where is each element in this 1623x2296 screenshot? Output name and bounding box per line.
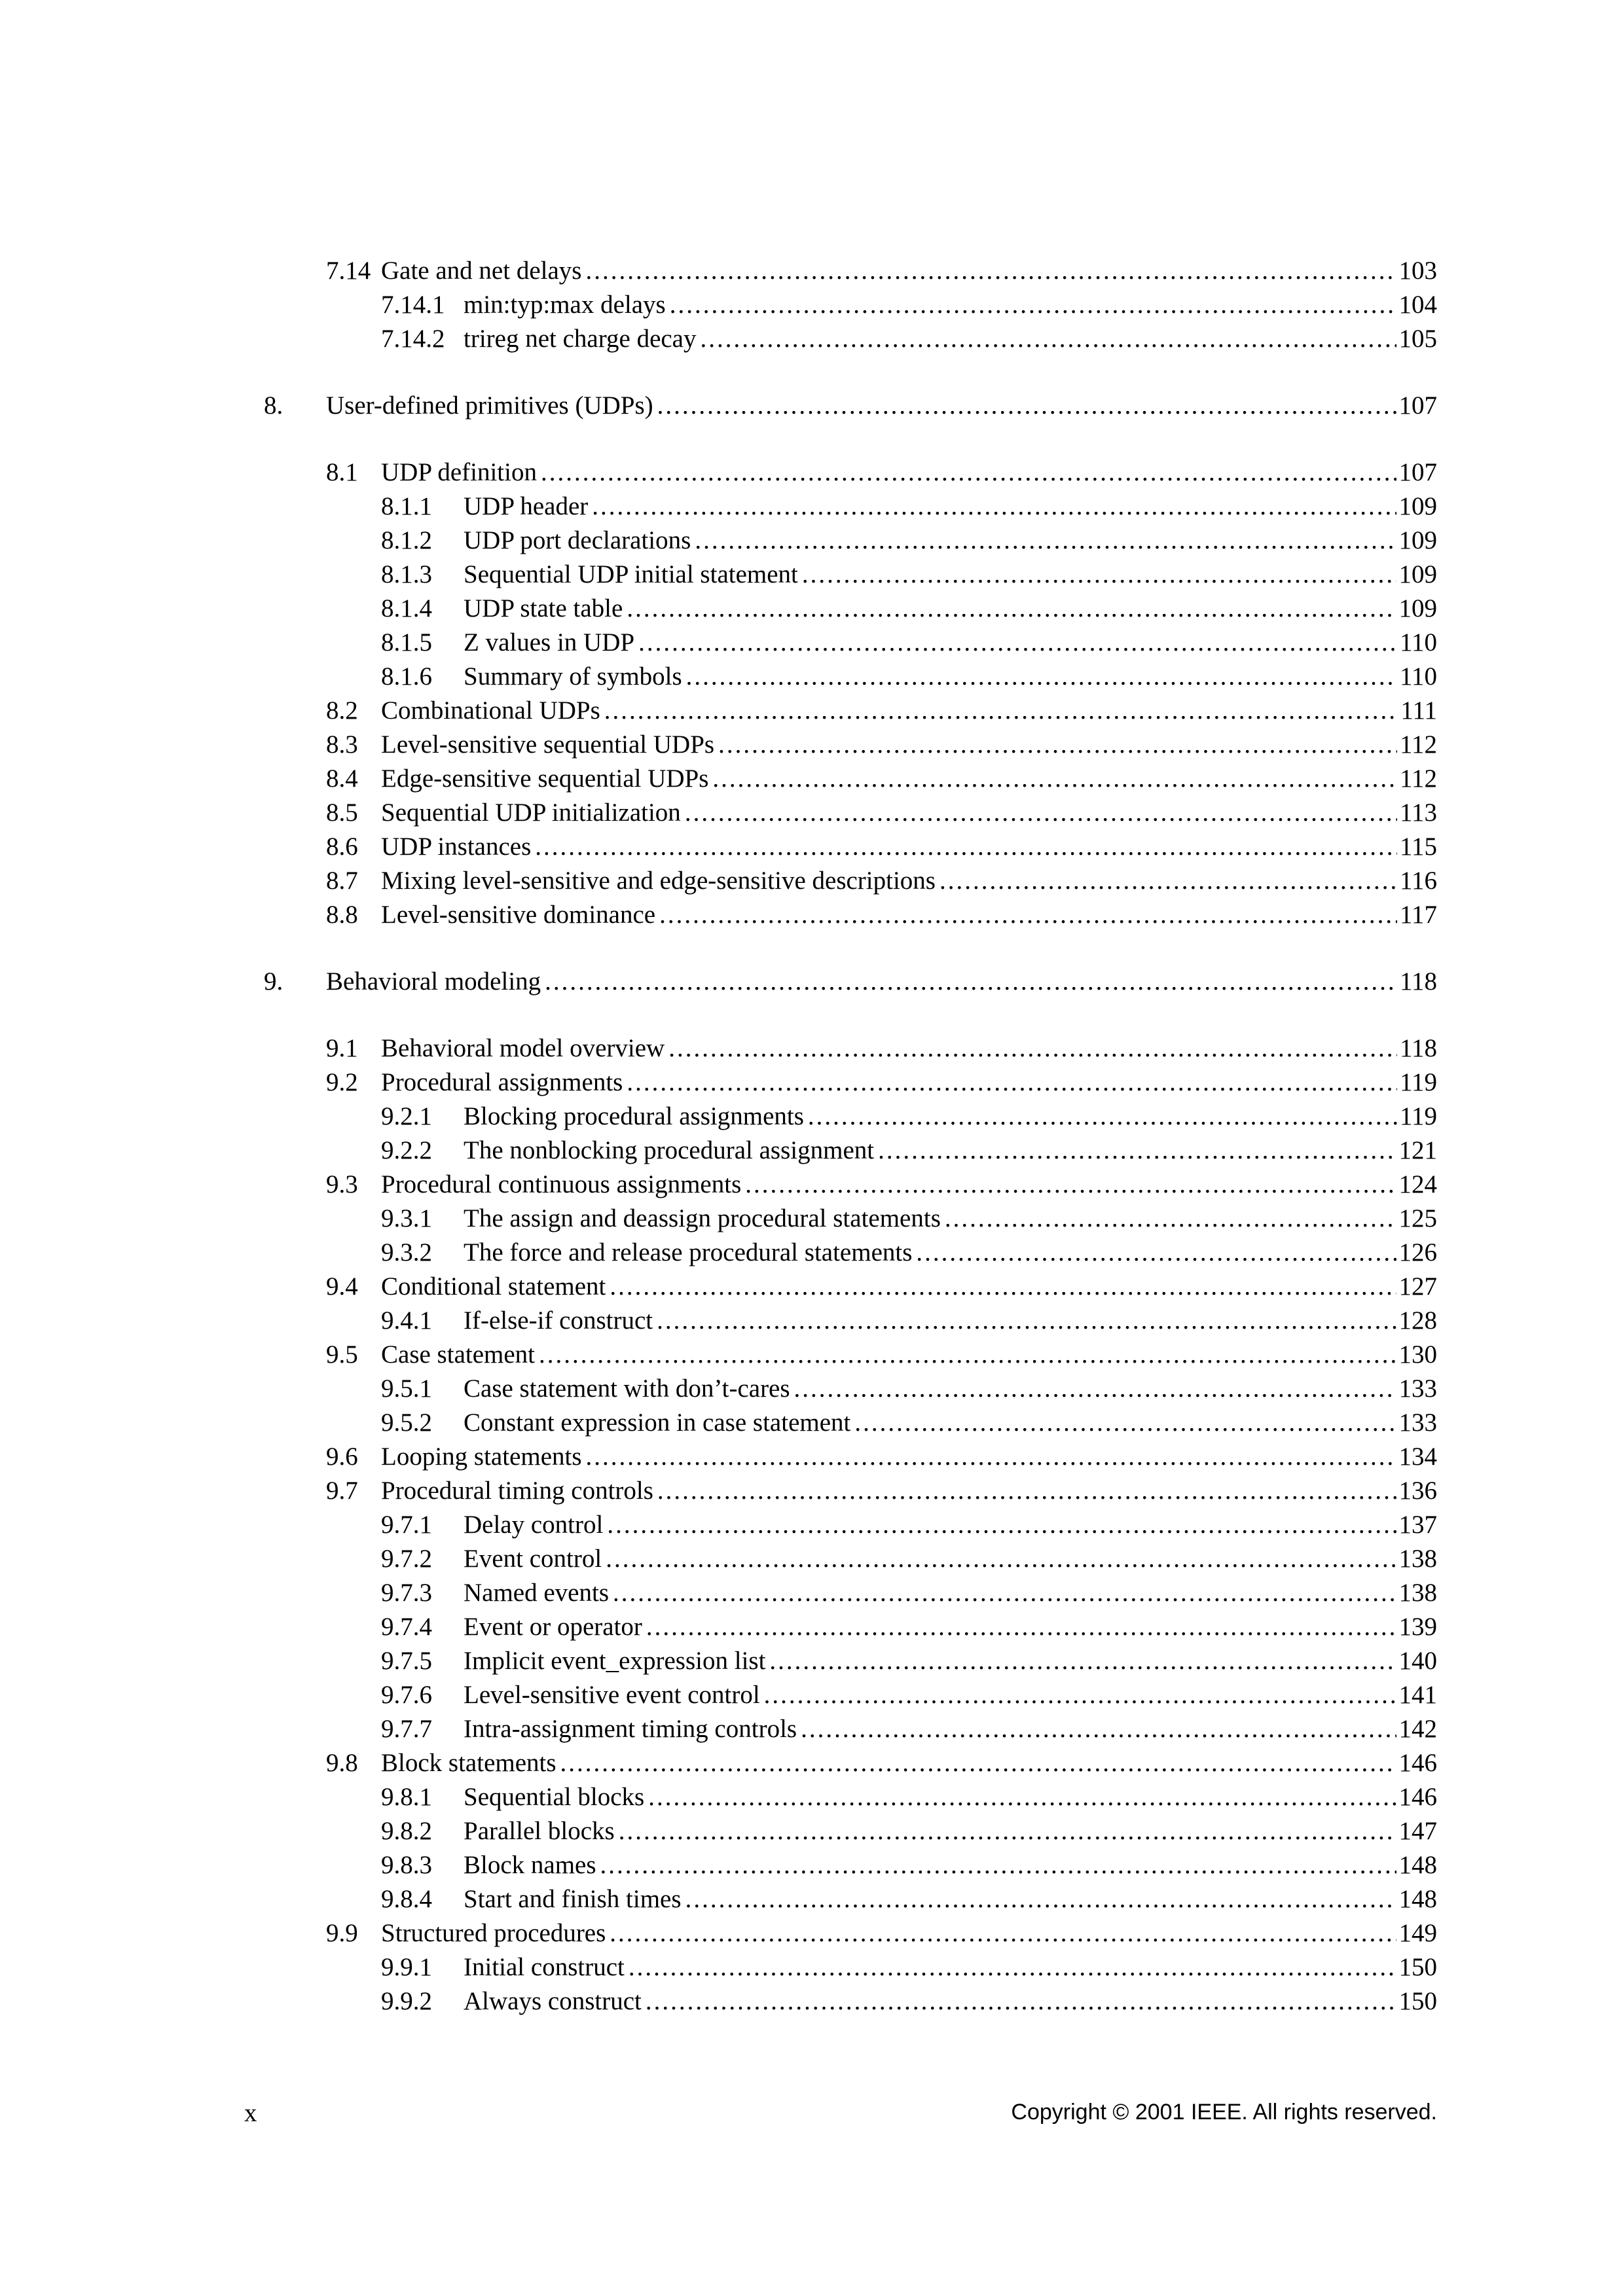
dot-leader [613, 1576, 1396, 1610]
toc-entry-page: 107 [1398, 458, 1437, 486]
toc-entry-number: 9.4 [326, 1272, 358, 1300]
toc-entry[interactable] [381, 1542, 1437, 1576]
dot-leader [646, 1610, 1396, 1644]
toc-entry-number: 8. [264, 391, 283, 420]
toc-entry-number: 8.1.1 [381, 492, 432, 520]
toc-entry-page: 116 [1399, 867, 1437, 895]
toc-entry-number: 9.9 [326, 1919, 358, 1947]
toc-entry[interactable] [326, 254, 1437, 288]
toc-entry[interactable] [381, 592, 1437, 626]
toc-entry[interactable] [381, 660, 1437, 694]
toc-entry-number: 8.1.4 [381, 594, 432, 622]
toc-entry-number: 9.1 [326, 1034, 358, 1062]
toc-entry-page: 109 [1398, 526, 1437, 554]
dot-leader [718, 728, 1397, 762]
toc-entry[interactable] [381, 524, 1437, 558]
toc-entry-page: 136 [1398, 1477, 1437, 1505]
dot-leader [586, 1440, 1396, 1474]
toc-entry-page: 112 [1399, 730, 1437, 759]
dot-leader [592, 490, 1396, 524]
toc-entry-page: 109 [1398, 492, 1437, 520]
dot-leader [764, 1678, 1396, 1712]
toc-entry-page: 127 [1398, 1272, 1437, 1300]
toc-entry-page: 115 [1399, 833, 1437, 861]
toc-entry-title: If-else-if construct [464, 1306, 653, 1335]
toc-entry-title: min:typ:max delays [464, 291, 666, 319]
toc-entry[interactable] [326, 796, 1437, 830]
toc-entry-page: 113 [1399, 798, 1437, 827]
toc-entry-title: Delay control [464, 1511, 604, 1539]
toc-entry-title: Sequential blocks [464, 1783, 645, 1811]
toc-entry-title: UDP header [464, 492, 589, 520]
toc-entry-page: 133 [1398, 1374, 1437, 1403]
dot-leader [545, 965, 1397, 999]
toc-entry[interactable] [381, 1984, 1437, 2018]
toc-entry-page: 133 [1398, 1408, 1437, 1437]
toc-entry[interactable] [326, 1474, 1437, 1508]
toc-entry-title: Combinational UDPs [381, 696, 600, 725]
toc-entry-title: Summary of symbols [464, 662, 682, 691]
toc-entry-number: 7.14 [326, 257, 371, 285]
toc-entry[interactable] [381, 1508, 1437, 1542]
toc-entry[interactable] [381, 1576, 1437, 1610]
toc-entry-page: 148 [1398, 1851, 1437, 1879]
toc-entry-title: Edge-sensitive sequential UDPs [381, 764, 709, 793]
toc-entry-page: 117 [1399, 901, 1437, 929]
toc-entry-number: 9.8.1 [381, 1783, 432, 1811]
toc-entry[interactable] [326, 694, 1437, 728]
toc-entry-number: 7.14.1 [381, 291, 445, 319]
toc-entry[interactable] [326, 1440, 1437, 1474]
toc-entry[interactable] [326, 1031, 1437, 1066]
dot-leader [607, 1508, 1396, 1542]
toc-entry-number: 9.5 [326, 1340, 358, 1369]
toc-entry-page: 142 [1398, 1715, 1437, 1743]
toc-entry-page: 110 [1399, 628, 1437, 656]
dot-leader [610, 1916, 1396, 1950]
dot-leader [712, 762, 1397, 796]
toc-entry-number: 9.8.2 [381, 1817, 432, 1845]
toc-entry-title: Gate and net delays [381, 257, 582, 285]
toc-entry-number: 8.4 [326, 764, 358, 793]
toc-entry-title: Blocking procedural assignments [464, 1102, 804, 1130]
toc-entry-page: 118 [1399, 1034, 1437, 1062]
dot-leader [808, 1100, 1397, 1134]
toc-entry-number: 8.1 [326, 458, 358, 486]
toc-entry-page: 130 [1398, 1340, 1437, 1369]
toc-entry-number: 9.7 [326, 1477, 358, 1505]
dot-leader [916, 1236, 1396, 1270]
toc-entry[interactable] [326, 1168, 1437, 1202]
toc-entry-title: Sequential UDP initialization [381, 798, 681, 827]
dot-leader [627, 592, 1396, 626]
toc-entry-number: 9.2.1 [381, 1102, 432, 1130]
toc-entry-title: Always construct [464, 1987, 642, 2015]
toc-entry-page: 149 [1398, 1919, 1437, 1947]
dot-leader [606, 1542, 1396, 1576]
toc-entry-title: The assign and deassign procedural statements [464, 1204, 941, 1232]
toc-entry-page: 124 [1398, 1170, 1437, 1198]
toc-entry-page: 138 [1398, 1545, 1437, 1573]
toc-entry-title: Looping statements [381, 1443, 582, 1471]
toc-entry[interactable] [381, 1100, 1437, 1134]
toc-entry-number: 9.4.1 [381, 1306, 432, 1335]
toc-entry-number: 8.8 [326, 901, 358, 929]
toc-entry-title: The nonblocking procedural assignment [464, 1136, 875, 1164]
toc-entry-title: Event or operator [464, 1613, 642, 1641]
toc-entry-page: 112 [1399, 764, 1437, 793]
toc-entry-number: 9.8.3 [381, 1851, 432, 1879]
toc-entry-page: 103 [1398, 257, 1437, 285]
toc-entry-page: 121 [1398, 1136, 1437, 1164]
toc-entry-page: 137 [1398, 1511, 1437, 1539]
toc-entry-page: 134 [1398, 1443, 1437, 1471]
toc-entry-title: Z values in UDP [464, 628, 635, 656]
dot-leader [535, 830, 1397, 864]
toc-entry-number: 9. [264, 967, 283, 996]
toc-entry-number: 9.9.1 [381, 1953, 432, 1981]
toc-entry-page: 118 [1399, 967, 1437, 996]
dot-leader [539, 1338, 1396, 1372]
toc-entry-title: Case statement [381, 1340, 536, 1369]
dot-leader [657, 1304, 1396, 1338]
toc-entry[interactable] [381, 1814, 1437, 1848]
dot-leader [945, 1202, 1396, 1236]
dot-leader [802, 558, 1396, 592]
toc-entry-page: 109 [1398, 560, 1437, 588]
toc-entry-page: 150 [1398, 1953, 1437, 1981]
toc-entry-number: 8.1.2 [381, 526, 432, 554]
dot-leader [560, 1746, 1396, 1780]
toc-entry-title: Conditional statement [381, 1272, 606, 1300]
toc-entry-number: 8.7 [326, 867, 358, 895]
toc-entry-page: 148 [1398, 1885, 1437, 1913]
toc-entry-number: 9.3.2 [381, 1238, 432, 1266]
toc-entry-number: 9.7.6 [381, 1681, 432, 1709]
toc-entry[interactable] [264, 389, 1437, 423]
dot-leader [627, 1066, 1397, 1100]
toc-entry-title: Constant expression in case statement [464, 1408, 851, 1437]
toc-entry[interactable] [326, 1338, 1437, 1372]
toc-entry-page: 150 [1398, 1987, 1437, 2015]
dot-leader [657, 1474, 1396, 1508]
toc-entry[interactable] [326, 1916, 1437, 1950]
toc-entry-title: Structured procedures [381, 1919, 606, 1947]
toc-entry-page: 141 [1398, 1681, 1437, 1709]
toc-entry-number: 9.5.2 [381, 1408, 432, 1437]
toc-entry-number: 9.5.1 [381, 1374, 432, 1403]
dot-leader [619, 1814, 1396, 1848]
toc-entry-number: 9.7.2 [381, 1545, 432, 1573]
dot-leader [670, 288, 1396, 322]
toc-entry-number: 7.14.2 [381, 325, 445, 353]
toc-entry-number: 8.1.6 [381, 662, 432, 691]
toc-entry-title: Named events [464, 1579, 610, 1607]
toc-entry[interactable] [381, 1202, 1437, 1236]
toc-entry-number: 8.5 [326, 798, 358, 827]
toc-entry-page: 147 [1398, 1817, 1437, 1845]
toc-entry-title: Implicit event_expression list [464, 1647, 766, 1675]
toc-entry[interactable] [326, 830, 1437, 864]
toc-entry[interactable] [381, 1372, 1437, 1406]
toc-entry-title: Intra-assignment timing controls [464, 1715, 797, 1743]
toc-entry[interactable] [381, 1882, 1437, 1916]
dot-leader [585, 254, 1396, 288]
toc-entry[interactable] [326, 1746, 1437, 1780]
dot-leader [541, 456, 1396, 490]
dot-leader [638, 626, 1397, 660]
toc-entry[interactable] [381, 1304, 1437, 1338]
toc-entry-title: UDP definition [381, 458, 537, 486]
dot-leader [646, 1984, 1396, 2018]
copyright-notice: Copyright © 2001 IEEE. All rights reserved. [1011, 2100, 1437, 2125]
toc-entry-page: 119 [1399, 1102, 1437, 1130]
toc-entry[interactable] [381, 1678, 1437, 1712]
toc-entry-page: 146 [1398, 1749, 1437, 1777]
toc-entry-title: UDP instances [381, 833, 532, 861]
dot-leader [801, 1712, 1396, 1746]
toc-entry-number: 9.9.2 [381, 1987, 432, 2015]
toc-entry-page: 128 [1398, 1306, 1437, 1335]
toc-entry-page: 138 [1398, 1579, 1437, 1607]
toc-entry-page: 104 [1398, 291, 1437, 319]
toc-entry-number: 9.7.4 [381, 1613, 432, 1641]
toc-entry-title: Procedural continuous assignments [381, 1170, 742, 1198]
toc-entry-number: 9.7.7 [381, 1715, 432, 1743]
toc-entry-title: Block names [464, 1851, 596, 1879]
dot-leader [769, 1644, 1396, 1678]
toc-entry[interactable] [381, 1610, 1437, 1644]
toc-entry-number: 8.6 [326, 833, 358, 861]
toc-entry[interactable] [326, 1066, 1437, 1100]
toc-entry[interactable] [381, 558, 1437, 592]
toc-entry[interactable] [381, 1236, 1437, 1270]
toc-entry-number: 9.7.3 [381, 1579, 432, 1607]
toc-entry-number: 9.2.2 [381, 1136, 432, 1164]
toc-entry-title: The force and release procedural statements [464, 1238, 913, 1266]
toc-entry-page: 107 [1398, 391, 1437, 420]
toc-entry[interactable] [326, 728, 1437, 762]
toc-entry-number: 9.3.1 [381, 1204, 432, 1232]
dot-leader [604, 694, 1398, 728]
dot-leader [600, 1848, 1396, 1882]
toc-entry[interactable] [264, 965, 1437, 999]
dot-leader [794, 1372, 1396, 1406]
toc-entry-title: UDP state table [464, 594, 623, 622]
dot-leader [745, 1168, 1396, 1202]
toc-entry-number: 8.1.5 [381, 628, 432, 656]
toc-entry[interactable] [326, 898, 1437, 932]
toc-entry[interactable] [381, 1848, 1437, 1882]
toc-entry-title: UDP port declarations [464, 526, 691, 554]
toc-entry[interactable] [326, 1270, 1437, 1304]
toc-entry-page: 110 [1399, 662, 1437, 691]
toc-entry-page: 146 [1398, 1783, 1437, 1811]
dot-leader [695, 524, 1396, 558]
toc-entry[interactable] [326, 762, 1437, 796]
page-number: x [244, 2099, 257, 2127]
dot-leader [629, 1950, 1396, 1984]
toc-entry-title: Sequential UDP initial statement [464, 560, 798, 588]
toc-entry-title: Level-sensitive event control [464, 1681, 760, 1709]
dot-leader [659, 898, 1397, 932]
toc-entry-title: trireg net charge decay [464, 325, 697, 353]
dot-leader [854, 1406, 1396, 1440]
toc-entry[interactable] [381, 1406, 1437, 1440]
toc-entry[interactable] [381, 1644, 1437, 1678]
toc-entry-number: 9.8.4 [381, 1885, 432, 1913]
toc-entry[interactable] [381, 1712, 1437, 1746]
toc-entry-page: 126 [1398, 1238, 1437, 1266]
toc-entry[interactable] [381, 322, 1437, 356]
dot-leader [939, 864, 1397, 898]
dot-leader [685, 1882, 1396, 1916]
toc-entry-title: Event control [464, 1545, 602, 1573]
toc-entry-title: Block statements [381, 1749, 556, 1777]
dot-leader [701, 322, 1396, 356]
toc-entry-title: User-defined primitives (UDPs) [326, 391, 653, 420]
toc-entry[interactable] [381, 1134, 1437, 1168]
toc-entry-title: Case statement with don’t-cares [464, 1374, 790, 1403]
toc-entry-number: 8.3 [326, 730, 358, 759]
toc-entry-title: Procedural timing controls [381, 1477, 653, 1505]
toc-entry-page: 140 [1398, 1647, 1437, 1675]
dot-leader [668, 1031, 1397, 1066]
toc-entry[interactable] [381, 288, 1437, 322]
dot-leader [878, 1134, 1396, 1168]
dot-leader [686, 660, 1397, 694]
dot-leader [648, 1780, 1396, 1814]
toc-entry-title: Level-sensitive sequential UDPs [381, 730, 715, 759]
toc-entry-number: 8.1.3 [381, 560, 432, 588]
toc-entry-page: 139 [1398, 1613, 1437, 1641]
toc-entry-page: 125 [1398, 1204, 1437, 1232]
toc-entry-number: 9.8 [326, 1749, 358, 1777]
toc-entry-number: 9.7.5 [381, 1647, 432, 1675]
toc-entry[interactable] [326, 456, 1437, 490]
toc-entry-number: 9.6 [326, 1443, 358, 1471]
toc-entry[interactable] [326, 864, 1437, 898]
toc-entry-title: Level-sensitive dominance [381, 901, 656, 929]
toc-entry-title: Behavioral model overview [381, 1034, 665, 1062]
toc-entry-page: 109 [1398, 594, 1437, 622]
toc-entry-title: Behavioral modeling [326, 967, 541, 996]
dot-leader [610, 1270, 1396, 1304]
toc-entry-title: Procedural assignments [381, 1068, 623, 1096]
dot-leader [657, 389, 1396, 423]
toc-entry-page: 119 [1399, 1068, 1437, 1096]
toc-entry[interactable] [381, 626, 1437, 660]
toc-entry[interactable] [381, 490, 1437, 524]
toc-entry[interactable] [381, 1780, 1437, 1814]
toc-entry-page: 105 [1398, 325, 1437, 353]
toc-entry-number: 9.3 [326, 1170, 358, 1198]
toc-entry[interactable] [381, 1950, 1437, 1984]
toc-entry-title: Initial construct [464, 1953, 625, 1981]
toc-entry-title: Start and finish times [464, 1885, 682, 1913]
dot-leader [685, 796, 1397, 830]
toc-entry-number: 9.7.1 [381, 1511, 432, 1539]
toc-entry-number: 9.2 [326, 1068, 358, 1096]
toc-entry-title: Parallel blocks [464, 1817, 615, 1845]
toc-entry-title: Mixing level-sensitive and edge-sensitive descriptions [381, 867, 936, 895]
toc-entry-page: 111 [1400, 696, 1437, 725]
toc-entry-number: 8.2 [326, 696, 358, 725]
